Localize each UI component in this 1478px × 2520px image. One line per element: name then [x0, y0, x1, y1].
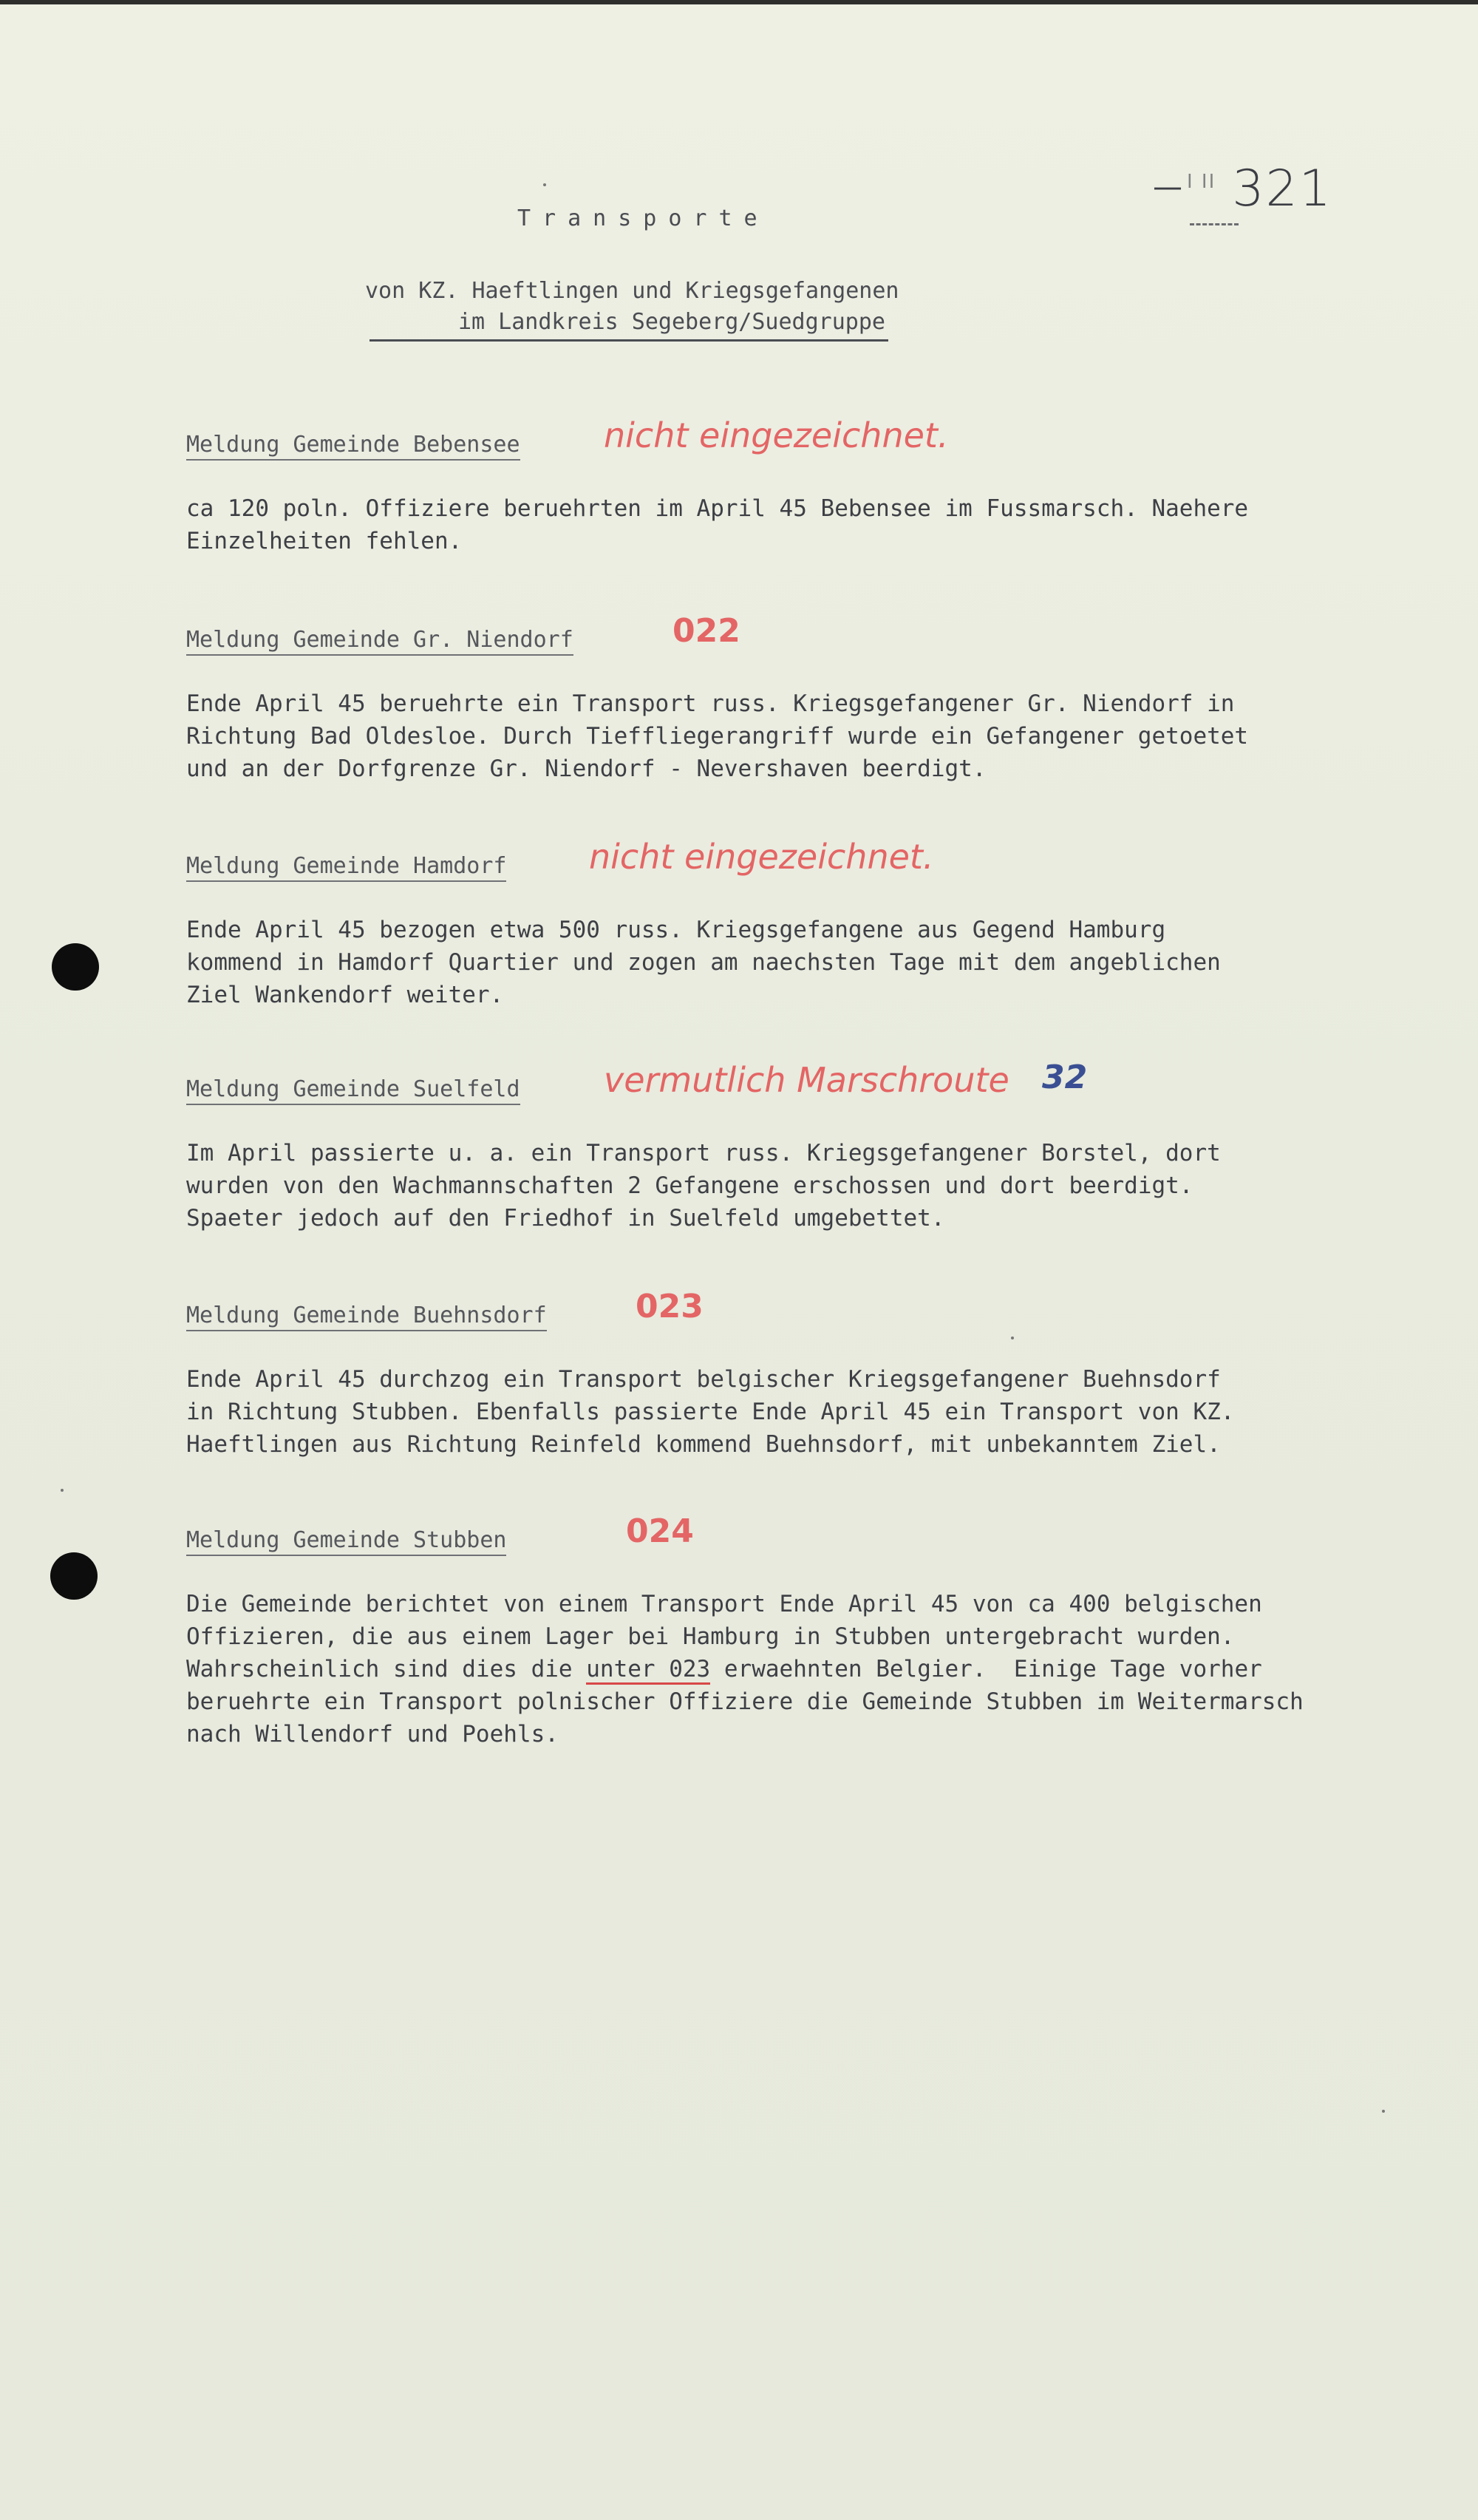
subtitle-dashed-lead	[370, 339, 451, 342]
punch-hole	[52, 943, 99, 991]
section-body-line: Einzelheiten fehlen.	[186, 528, 463, 554]
page-number-value: 321	[1232, 160, 1333, 218]
section-body-line: wurden von den Wachmannschaften 2 Gefangene erschossen und dort beerdigt.	[186, 1172, 1193, 1199]
section-heading-text: Meldung Gemeinde Buehnsdorf	[186, 1303, 547, 1331]
section-heading-text: Meldung Gemeinde Bebensee	[186, 432, 520, 461]
section-body-line: in Richtung Stubben. Ebenfalls passierte Ende April 45 ein Transport von KZ.	[186, 1399, 1235, 1425]
punch-hole	[50, 1552, 98, 1600]
section-heading-text: Meldung Gemeinde Gr. Niendorf	[186, 627, 573, 656]
section-body-line: Wahrscheinlich sind dies die unter 023 erwaehnten Belgier. Einige Tage vorher	[186, 1653, 1443, 1685]
document-subtitle-line1: von KZ. Haeftlingen und Kriegsgefangenen	[365, 278, 899, 304]
handwritten-annotation: 024	[626, 1512, 694, 1550]
document-subtitle-line2	[370, 309, 888, 342]
page-number-tick: I II	[1187, 171, 1216, 193]
section-stubben	[186, 1512, 1443, 1750]
section-body-line: nach Willendorf und Poehls.	[186, 1721, 559, 1748]
subtitle-line2-text: im Landkreis Segeberg/Suedgruppe	[458, 309, 885, 335]
section-heading	[186, 837, 1443, 897]
section-heading	[186, 1288, 1443, 1347]
page-number-dash: —	[1153, 170, 1184, 204]
section-body-line: und an der Dorfgrenze Gr. Niendorf - Nevershaven beerdigt.	[186, 755, 987, 782]
section-body-line: Offizieren, die aus einem Lager bei Hamburg in Stubben untergebracht wurden.	[186, 1623, 1235, 1650]
section-hamdorf	[186, 837, 1443, 1011]
section-body-line: Ziel Wankendorf weiter.	[186, 982, 504, 1008]
section-heading	[186, 415, 1443, 476]
handwritten-annotation: 023	[636, 1288, 704, 1325]
section-body-line: Ende April 45 bezogen etwa 500 russ. Kriegsgefangene aus Gegend Hamburg	[186, 917, 1166, 943]
section-body-line: ca 120 poln. Offiziere beruehrten im April 45 Bebensee im Fussmarsch. Naehere	[186, 495, 1249, 522]
paper-speck	[61, 1489, 64, 1492]
page-number-underline	[1190, 223, 1239, 225]
handwritten-annotation: nicht eingezeichnet.	[589, 837, 934, 877]
handwritten-annotation: vermutlich Marschroute	[604, 1060, 1009, 1100]
handwritten-annotation: nicht eingezeichnet.	[604, 415, 949, 455]
blue-pencil-annotation: 32	[1042, 1059, 1088, 1096]
paper-speck	[1011, 1337, 1014, 1339]
document-title: Transporte	[517, 206, 769, 231]
handwritten-annotation: 022	[672, 612, 740, 650]
section-body-line: Im April passierte u. a. ein Transport russ. Kriegsgefangener Borstel, dort	[186, 1140, 1221, 1166]
section-body-line: beruehrte ein Transport polnischer Offiziere die Gemeinde Stubben im Weitermarsch	[186, 1688, 1304, 1715]
page-number	[1153, 160, 1332, 218]
section-body-line: kommend in Hamdorf Quartier und zogen am naechsten Tage mit dem angeblichen	[186, 949, 1221, 976]
red-underlined-reference: unter 023	[586, 1656, 710, 1685]
section-buehnsdorf	[186, 1288, 1443, 1461]
paper-speck	[543, 183, 546, 186]
section-heading-text: Meldung Gemeinde Suelfeld	[186, 1076, 520, 1105]
section-heading	[186, 1512, 1443, 1572]
section-body-line: Richtung Bad Oldesloe. Durch Tieffliegerangriff wurde ein Gefangener getoetet	[186, 723, 1249, 750]
section-suelfeld	[186, 1059, 1443, 1234]
section-body-line: Die Gemeinde berichtet von einem Transport Ende April 45 von ca 400 belgischen	[186, 1591, 1262, 1617]
section-bebensee	[186, 415, 1443, 557]
paper-speck	[1382, 2110, 1385, 2113]
section-heading	[186, 1059, 1443, 1121]
section-heading	[186, 612, 1443, 671]
section-body-line: Ende April 45 beruehrte ein Transport russ. Kriegsgefangener Gr. Niendorf in	[186, 690, 1235, 717]
section-body-line: Haeftlingen aus Richtung Reinfeld kommend Buehnsdorf, mit unbekanntem Ziel.	[186, 1431, 1221, 1458]
section-gr-niendorf	[186, 612, 1443, 785]
section-body-line: Ende April 45 durchzog ein Transport belgischer Kriegsgefangener Buehnsdorf	[186, 1366, 1221, 1393]
section-heading-text: Meldung Gemeinde Stubben	[186, 1527, 506, 1556]
section-body-line: Spaeter jedoch auf den Friedhof in Suelfeld umgebettet.	[186, 1205, 945, 1232]
section-heading-text: Meldung Gemeinde Hamdorf	[186, 853, 506, 882]
